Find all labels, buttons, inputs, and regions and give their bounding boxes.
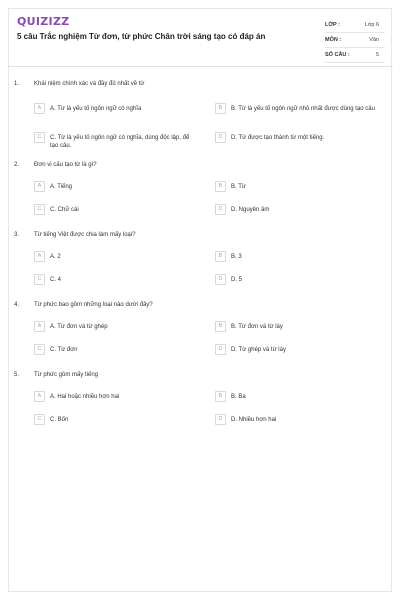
meta-value: Văn <box>369 37 379 43</box>
option-letter-box: B <box>215 321 226 332</box>
option-text: A. Từ đơn và từ ghép <box>50 324 108 330</box>
option-text: D. Từ ghép và từ láy <box>231 347 286 353</box>
question-number: 4. <box>14 302 20 308</box>
meta-label: LỚP : <box>325 22 340 28</box>
meta-row-count <box>325 48 385 63</box>
option-letter-box: C <box>34 414 45 425</box>
option-letter-box: A <box>34 103 45 114</box>
option-letter-box: D <box>215 414 226 425</box>
option-letter-box: C <box>34 204 45 215</box>
question-number: 5. <box>14 372 20 378</box>
question-text: Từ phức bao gồm những loại nào dưới đây? <box>34 302 153 308</box>
option-text: D. 5 <box>231 277 243 283</box>
question-text: Đơn vị cấu tạo từ là gì? <box>34 162 97 168</box>
option-letter-box: D <box>215 344 226 355</box>
option-text: A. Tiếng <box>50 184 73 190</box>
option-letter-box: C <box>34 274 45 285</box>
option-letter-box: B <box>215 181 226 192</box>
meta-value: 5 <box>375 52 379 58</box>
option-letter-box: C <box>34 344 45 355</box>
option-text: B. Từ là yếu tố ngôn ngữ nhỏ nhất được dùng tạo câu <box>231 106 375 112</box>
option-text: C. Từ đơn <box>50 347 78 353</box>
option-text: D. Từ được tạo thành từ một tiếng. <box>231 135 325 141</box>
option-text: C. Từ là yếu tố ngôn ngữ có nghĩa, dùng độc lập, để tạo câu. <box>50 135 190 149</box>
option-letter-box: A <box>34 181 45 192</box>
quiz-title: 5 câu Trắc nghiệm Từ đơn, từ phức Chân trời sáng tạo có đáp án <box>17 32 266 41</box>
option-letter-box: B <box>215 103 226 114</box>
question-number: 1. <box>14 81 20 87</box>
quiz-header <box>9 9 393 67</box>
meta-row-subject <box>325 33 385 48</box>
option-letter-box: A <box>34 321 45 332</box>
option-text: C. Bốn <box>50 417 69 423</box>
option-text: A. Từ là yếu tố ngôn ngữ có nghĩa <box>50 106 142 112</box>
option-text: A. Hai hoặc nhiều hơn hai <box>50 394 120 400</box>
option-letter-box: A <box>34 391 45 402</box>
option-letter-box: B <box>215 391 226 402</box>
meta-label: MÔN : <box>325 37 342 43</box>
option-text: B. Ba <box>231 394 246 400</box>
quiz-meta <box>325 18 385 63</box>
meta-row-grade <box>325 18 385 33</box>
quiz-page <box>8 8 392 592</box>
option-letter-box: D <box>215 274 226 285</box>
option-text: C. Chữ cái <box>50 207 79 213</box>
option-text: C. 4 <box>50 277 62 283</box>
option-letter-box: C <box>34 132 45 143</box>
option-text: B. Từ <box>231 184 246 190</box>
question-number: 2. <box>14 162 20 168</box>
meta-value: Lớp 6 <box>364 22 379 28</box>
question-text: Từ tiếng Việt được chia làm mấy loại? <box>34 232 136 238</box>
question-text: Từ phức gồm mấy tiếng <box>34 372 99 378</box>
option-letter-box: A <box>34 251 45 262</box>
option-letter-box: D <box>215 132 226 143</box>
option-text: A. 2 <box>50 254 61 260</box>
question-number: 3. <box>14 232 20 238</box>
option-letter-box: D <box>215 204 226 215</box>
option-letter-box: B <box>215 251 226 262</box>
question-text: Khái niệm chính xác và đầy đủ nhất về từ <box>34 81 145 87</box>
option-text: D. Nhiều hơn hai <box>231 417 277 423</box>
quizizz-logo: QUIZIZZ <box>17 15 70 28</box>
option-text: B. 3 <box>231 254 242 260</box>
option-text: D. Nguyên âm <box>231 207 270 213</box>
option-text: B. Từ đơn và từ láy <box>231 324 283 330</box>
meta-label: SỐ CÂU : <box>325 52 350 58</box>
